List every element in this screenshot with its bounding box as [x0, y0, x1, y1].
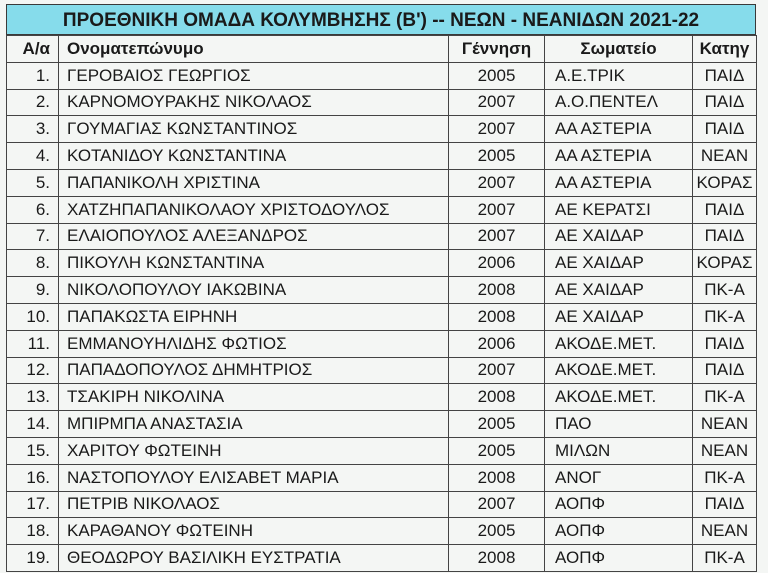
club-name: ΑΟΠΦ: [545, 545, 693, 572]
category: ΚΟΡΑΣ: [693, 250, 757, 277]
table-row: [7, 196, 757, 223]
row-number: 7.: [7, 223, 59, 250]
birth-year: 2007: [449, 89, 545, 116]
header-name: Ονοματεπώνυμο: [59, 36, 449, 63]
header-club: Σωματείο: [545, 36, 693, 63]
club-name: ΑΟΠΦ: [545, 518, 693, 545]
athlete-name: ΓΕΡΟΒΑΙΟΣ ΓΕΩΡΓΙΟΣ: [59, 62, 449, 89]
athlete-name: ΠΙΚΟΥΛΗ ΚΩΝΣΤΑΝΤΙΝΑ: [59, 250, 449, 277]
athlete-name: ΘΕΟΔΩΡΟΥ ΒΑΣΙΛΙΚΗ ΕΥΣΤΡΑΤΙΑ: [59, 545, 449, 572]
club-name: ΑΝΟΓ: [545, 464, 693, 491]
header-aa: Α/α: [7, 36, 59, 63]
row-number: 10.: [7, 303, 59, 330]
athlete-name: ΠΑΠΑΚΩΣΤΑ ΕΙΡΗΝΗ: [59, 303, 449, 330]
club-name: ΑΕ ΧΑΙΔΑΡ: [545, 250, 693, 277]
row-number: 2.: [7, 89, 59, 116]
club-name: ΑΑ ΑΣΤΕΡΙΑ: [545, 143, 693, 170]
row-number: 1.: [7, 62, 59, 89]
category: ΠΚ-Α: [693, 545, 757, 572]
table-row: [7, 277, 757, 304]
row-number: 4.: [7, 143, 59, 170]
category: ΝΕΑΝ: [693, 143, 757, 170]
club-name: ΑΑ ΑΣΤΕΡΙΑ: [545, 116, 693, 143]
birth-year: 2007: [449, 491, 545, 518]
athlete-name: ΕΛΑΙΟΠΟΥΛΟΣ ΑΛΕΞΑΝΔΡΟΣ: [59, 223, 449, 250]
category: ΚΟΡΑΣ: [693, 169, 757, 196]
roster-table: [6, 35, 757, 572]
category: ΝΕΑΝ: [693, 437, 757, 464]
category: ΠΚ-Α: [693, 303, 757, 330]
category: ΠΑΙΔ: [693, 89, 757, 116]
club-name: ΑΑ ΑΣΤΕΡΙΑ: [545, 169, 693, 196]
birth-year: 2007: [449, 116, 545, 143]
athlete-name: ΠΑΠΑΝΙΚΟΛΗ ΧΡΙΣΤΙΝΑ: [59, 169, 449, 196]
table-row: [7, 89, 757, 116]
header-row: [7, 36, 757, 63]
birth-year: 2005: [449, 411, 545, 438]
birth-year: 2007: [449, 196, 545, 223]
club-name: ΑΚΟΔΕ.ΜΕΤ.: [545, 357, 693, 384]
athlete-name: ΚΑΡΝΟΜΟΥΡΑΚΗΣ ΝΙΚΟΛΑΟΣ: [59, 89, 449, 116]
table-row: [7, 116, 757, 143]
row-number: 5.: [7, 169, 59, 196]
row-number: 11.: [7, 330, 59, 357]
table-row: [7, 143, 757, 170]
athlete-name: ΧΑΡΙΤΟΥ ΦΩΤΕΙΝΗ: [59, 437, 449, 464]
birth-year: 2008: [449, 277, 545, 304]
club-name: ΑΕ ΚΕΡΑΤΣΙ: [545, 196, 693, 223]
row-number: 13.: [7, 384, 59, 411]
athlete-name: ΕΜΜΑΝΟΥΗΛΙΔΗΣ ΦΩΤΙΟΣ: [59, 330, 449, 357]
roster-body: [7, 62, 757, 571]
table-row: [7, 357, 757, 384]
row-number: 17.: [7, 491, 59, 518]
athlete-name: ΓΟΥΜΑΓΙΑΣ ΚΩΝΣΤΑΝΤΙΝΟΣ: [59, 116, 449, 143]
athlete-name: ΝΑΣΤΟΠΟΥΛΟΥ ΕΛΙΣΑΒΕΤ ΜΑΡΙΑ: [59, 464, 449, 491]
header-category: Κατηγ: [693, 36, 757, 63]
table-row: [7, 384, 757, 411]
category: ΠΑΙΔ: [693, 116, 757, 143]
birth-year: 2005: [449, 518, 545, 545]
table-row: [7, 169, 757, 196]
row-number: 14.: [7, 411, 59, 438]
birth-year: 2007: [449, 169, 545, 196]
athlete-name: ΝΙΚΟΛΟΠΟΥΛΟΥ ΙΑΚΩΒΙΝΑ: [59, 277, 449, 304]
row-number: 8.: [7, 250, 59, 277]
club-name: ΜΙΛΩΝ: [545, 437, 693, 464]
category: ΝΕΑΝ: [693, 518, 757, 545]
club-name: ΑΕ ΧΑΙΔΑΡ: [545, 303, 693, 330]
birth-year: 2007: [449, 357, 545, 384]
row-number: 6.: [7, 196, 59, 223]
athlete-name: ΚΑΡΑΘΑΝΟΥ ΦΩΤΕΙΝΗ: [59, 518, 449, 545]
roster-sheet: [6, 4, 756, 572]
table-row: [7, 62, 757, 89]
birth-year: 2005: [449, 437, 545, 464]
sheet-title: ΠΡΟΕΘΝΙΚΗ ΟΜΑΔΑ ΚΟΛΥΜΒΗΣΗΣ (Β') -- ΝΕΩΝ - ΝΕΑΝΙΔΩΝ 2021-22: [6, 4, 756, 35]
birth-year: 2005: [449, 143, 545, 170]
athlete-name: ΠΕΤΡΙΒ ΝΙΚΟΛΑΟΣ: [59, 491, 449, 518]
category: ΠΚ-Α: [693, 464, 757, 491]
category: ΝΕΑΝ: [693, 411, 757, 438]
row-number: 19.: [7, 545, 59, 572]
row-number: 15.: [7, 437, 59, 464]
table-row: [7, 545, 757, 572]
table-row: [7, 518, 757, 545]
row-number: 18.: [7, 518, 59, 545]
table-row: [7, 250, 757, 277]
birth-year: 2005: [449, 62, 545, 89]
category: ΠΚ-Α: [693, 384, 757, 411]
birth-year: 2006: [449, 330, 545, 357]
athlete-name: ΠΑΠΑΔΟΠΟΥΛΟΣ ΔΗΜΗΤΡΙΟΣ: [59, 357, 449, 384]
club-name: ΑΕ ΧΑΙΔΑΡ: [545, 223, 693, 250]
athlete-name: ΚΟΤΑΝΙΔΟΥ ΚΩΝΣΤΑΝΤΙΝΑ: [59, 143, 449, 170]
table-row: [7, 223, 757, 250]
header-year: Γέννηση: [449, 36, 545, 63]
category: ΠΑΙΔ: [693, 196, 757, 223]
birth-year: 2006: [449, 250, 545, 277]
table-row: [7, 330, 757, 357]
table-row: [7, 411, 757, 438]
birth-year: 2008: [449, 545, 545, 572]
category: ΠΑΙΔ: [693, 223, 757, 250]
birth-year: 2007: [449, 223, 545, 250]
athlete-name: ΧΑΤΖΗΠΑΠΑΝΙΚΟΛΑΟΥ ΧΡΙΣΤΟΔΟΥΛΟΣ: [59, 196, 449, 223]
club-name: ΑΚΟΔΕ.ΜΕΤ.: [545, 384, 693, 411]
category: ΠΑΙΔ: [693, 357, 757, 384]
category: ΠΑΙΔ: [693, 330, 757, 357]
table-row: [7, 491, 757, 518]
club-name: ΑΟΠΦ: [545, 491, 693, 518]
birth-year: 2008: [449, 303, 545, 330]
club-name: Α.Ο.ΠΕΝΤΕΛ: [545, 89, 693, 116]
category: ΠΚ-Α: [693, 277, 757, 304]
row-number: 9.: [7, 277, 59, 304]
birth-year: 2008: [449, 384, 545, 411]
athlete-name: ΤΣΑΚΙΡΗ ΝΙΚΟΛΙΝΑ: [59, 384, 449, 411]
row-number: 3.: [7, 116, 59, 143]
club-name: ΑΚΟΔΕ.ΜΕΤ.: [545, 330, 693, 357]
table-row: [7, 437, 757, 464]
club-name: ΠΑΟ: [545, 411, 693, 438]
club-name: ΑΕ ΧΑΙΔΑΡ: [545, 277, 693, 304]
table-row: [7, 303, 757, 330]
row-number: 12.: [7, 357, 59, 384]
category: ΠΑΙΔ: [693, 491, 757, 518]
club-name: Α.Ε.ΤΡΙΚ: [545, 62, 693, 89]
athlete-name: ΜΠΙΡΜΠΑ ΑΝΑΣΤΑΣΙΑ: [59, 411, 449, 438]
table-row: [7, 464, 757, 491]
row-number: 16.: [7, 464, 59, 491]
category: ΠΑΙΔ: [693, 62, 757, 89]
birth-year: 2008: [449, 464, 545, 491]
